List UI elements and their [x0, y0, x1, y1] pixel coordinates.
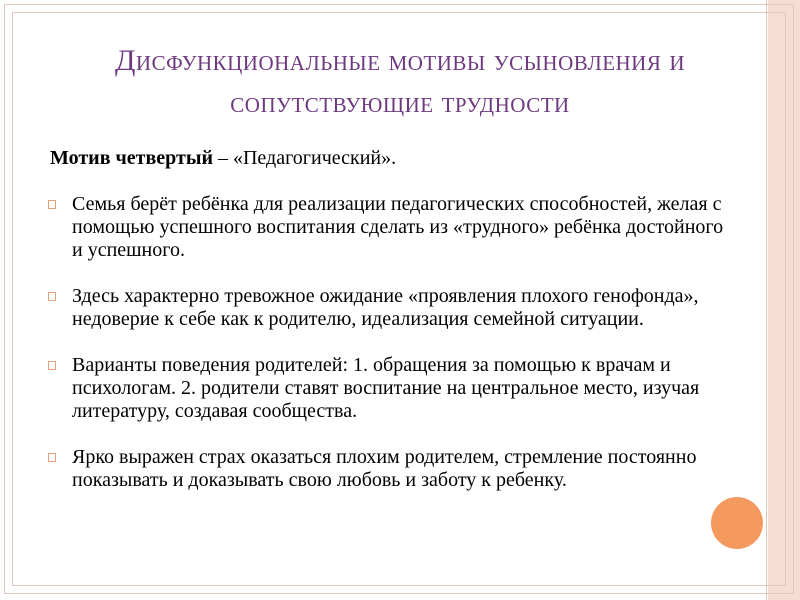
bullet-list	[48, 193, 738, 515]
bullet-item	[48, 285, 738, 331]
bullet-text: Варианты поведения родителей: 1. обращения за помощью к врачам и психологам. 2. родители ставят воспитание на центральное место, изучая литературу, создавая сообщества.	[72, 354, 700, 422]
bullet-text: Здесь характерно тревожное ожидание «проявления плохого генофонда», недоверие к себе как к родителю, идеализация семейной ситуации.	[72, 285, 699, 330]
bullet-square-icon	[48, 292, 56, 301]
slide-title-line-1: Дисфункциональные мотивы усыновления и	[114, 44, 686, 77]
bullet-text: Семья берёт ребёнка для реализации педагогических способностей, желая с помощью успешного воспитания сделать из «трудного» ребёнка достойного и успешного.	[72, 193, 724, 261]
bullet-square-icon	[48, 200, 56, 209]
bullet-text: Ярко выражен страх оказаться плохим родителем, стремление постоянно показывать и доказывать свою любовь и заботу к ребенку.	[72, 446, 697, 491]
bullet-item	[48, 446, 738, 492]
bullet-item	[48, 354, 738, 423]
bullet-square-icon	[48, 361, 56, 370]
slide-title-line-2: сопутствующие трудности	[230, 86, 570, 119]
slide-title	[40, 40, 760, 124]
motive-heading-bold: Мотив четвертый	[50, 147, 213, 169]
motive-heading	[50, 145, 750, 171]
bullet-item	[48, 193, 738, 262]
bullet-square-icon	[48, 453, 56, 462]
motive-heading-rest: – «Педагогический».	[212, 147, 397, 169]
